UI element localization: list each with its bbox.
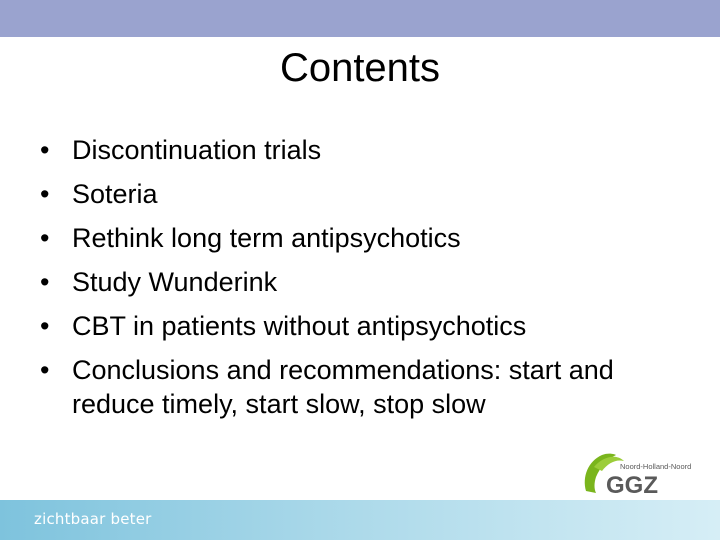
- logo-subtitle: Noord-Holland-Noord: [620, 462, 692, 471]
- logo-name: GGZ: [606, 472, 658, 497]
- bullet-text: CBT in patients without antipsychotics: [72, 311, 527, 341]
- bullet-item: [40, 309, 680, 343]
- bullet-marker: •: [40, 135, 50, 165]
- bullet-item: [40, 265, 680, 299]
- bullet-item: [40, 177, 680, 211]
- bullet-text: Rethink long term antipsychotics: [72, 223, 461, 253]
- bullet-marker: •: [40, 267, 50, 297]
- ggz-logo: [580, 447, 702, 497]
- bullet-text: Conclusions and recommendations: start and reduce timely, start slow, stop slow: [72, 355, 614, 419]
- bullet-marker: •: [40, 355, 50, 385]
- bullet-item: [40, 353, 680, 421]
- footer-tagline: zichtbaar beter: [34, 510, 152, 528]
- bullet-list: [40, 133, 680, 431]
- bullet-item: [40, 133, 680, 167]
- bullet-marker: •: [40, 223, 50, 253]
- bullet-item: [40, 221, 680, 255]
- bullet-text: Study Wunderink: [72, 267, 278, 297]
- top-header-band: [0, 0, 720, 37]
- bullet-text: Discontinuation trials: [72, 135, 322, 165]
- bullet-marker: •: [40, 179, 50, 209]
- slide-title: Contents: [279, 46, 441, 90]
- bullet-text: Soteria: [72, 179, 158, 209]
- bullet-marker: •: [40, 311, 50, 341]
